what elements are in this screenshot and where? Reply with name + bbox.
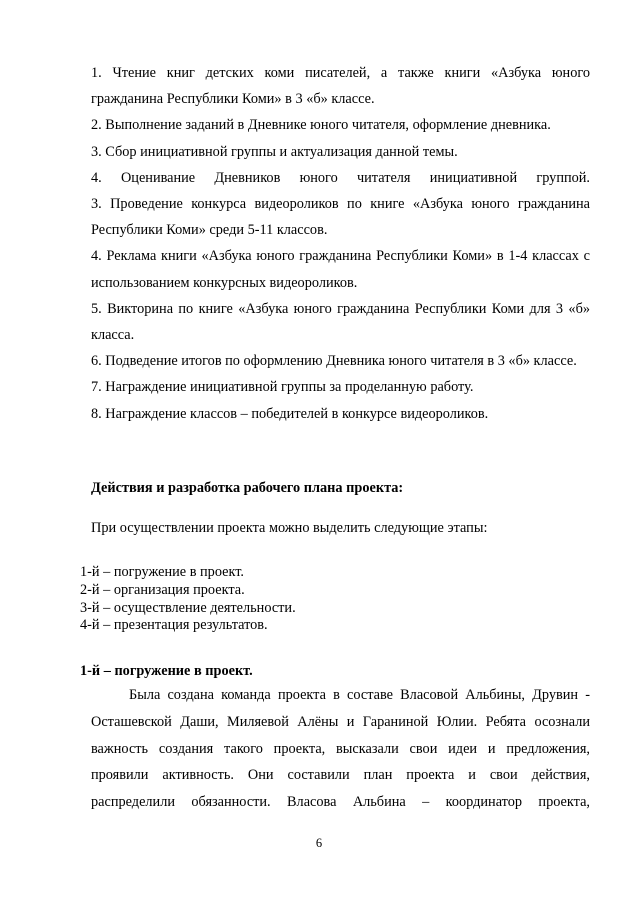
stage-item: 2-й – организация проекта. xyxy=(80,581,245,598)
stage1-paragraph: Была создана команда проекта в составе Власовой Альбины, Друвин - Осташевской Даши, Миляевой Алёны и Гараниной Юлии. Ребята осознали важность создания такого проекта, высказали свои идеи и предложения, проявили активность. Они составили план проекта и свои действия, распределили обязанности. Власова Альбина – координатор проекта, xyxy=(91,687,590,811)
stage-item: 3-й – осуществление деятельности. xyxy=(80,599,296,616)
list-item: 7. Награждение инициативной группы за проделанную работу. xyxy=(91,379,474,396)
list-item: 8. Награждение классов – победителей в конкурсе видеороликов. xyxy=(91,405,489,422)
list-item: 4. Реклама книги «Азбука юного гражданина Республики Коми» в 1-4 классах с использованием конкурсных видеороликов. xyxy=(91,248,590,291)
list-item: 3. Сбор инициативной группы и актуализация данной темы. xyxy=(91,143,458,160)
list-item: 4. Оценивание Дневников юного читателя инициативной группой. xyxy=(91,169,590,186)
list-item: 5. Викторина по книге «Азбука юного гражданина Республики Коми для 3 «б» класса. xyxy=(91,300,590,344)
stage1-title: 1-й – погружение в проект. xyxy=(80,663,253,679)
stage-item: 1-й – погружение в проект. xyxy=(80,564,244,580)
stages-intro: При осуществлении проекта можно выделить следующие этапы: xyxy=(91,520,488,536)
stages-list xyxy=(80,564,296,635)
stage-item: 4-й – презентация результатов. xyxy=(80,617,268,634)
list-item: 2. Выполнение заданий в Дневнике юного читателя, оформление дневника. xyxy=(91,117,551,134)
action-list xyxy=(91,60,590,427)
list-item: 3. Проведение конкурса видеороликов по книге «Азбука юного гражданина Республики Коми» среди 5-11 классов. xyxy=(91,196,590,239)
list-item: 6. Подведение итогов по оформлению Дневника юного читателя в 3 «б» классе. xyxy=(91,353,577,370)
page-number: 6 xyxy=(315,836,323,850)
list-item: 1. Чтение книг детских коми писателей, а также книги «Азбука юного гражданина Республики Коми» в 3 «б» классе. xyxy=(91,65,590,108)
actions-heading: Действия и разработка рабочего плана проекта: xyxy=(91,480,404,496)
